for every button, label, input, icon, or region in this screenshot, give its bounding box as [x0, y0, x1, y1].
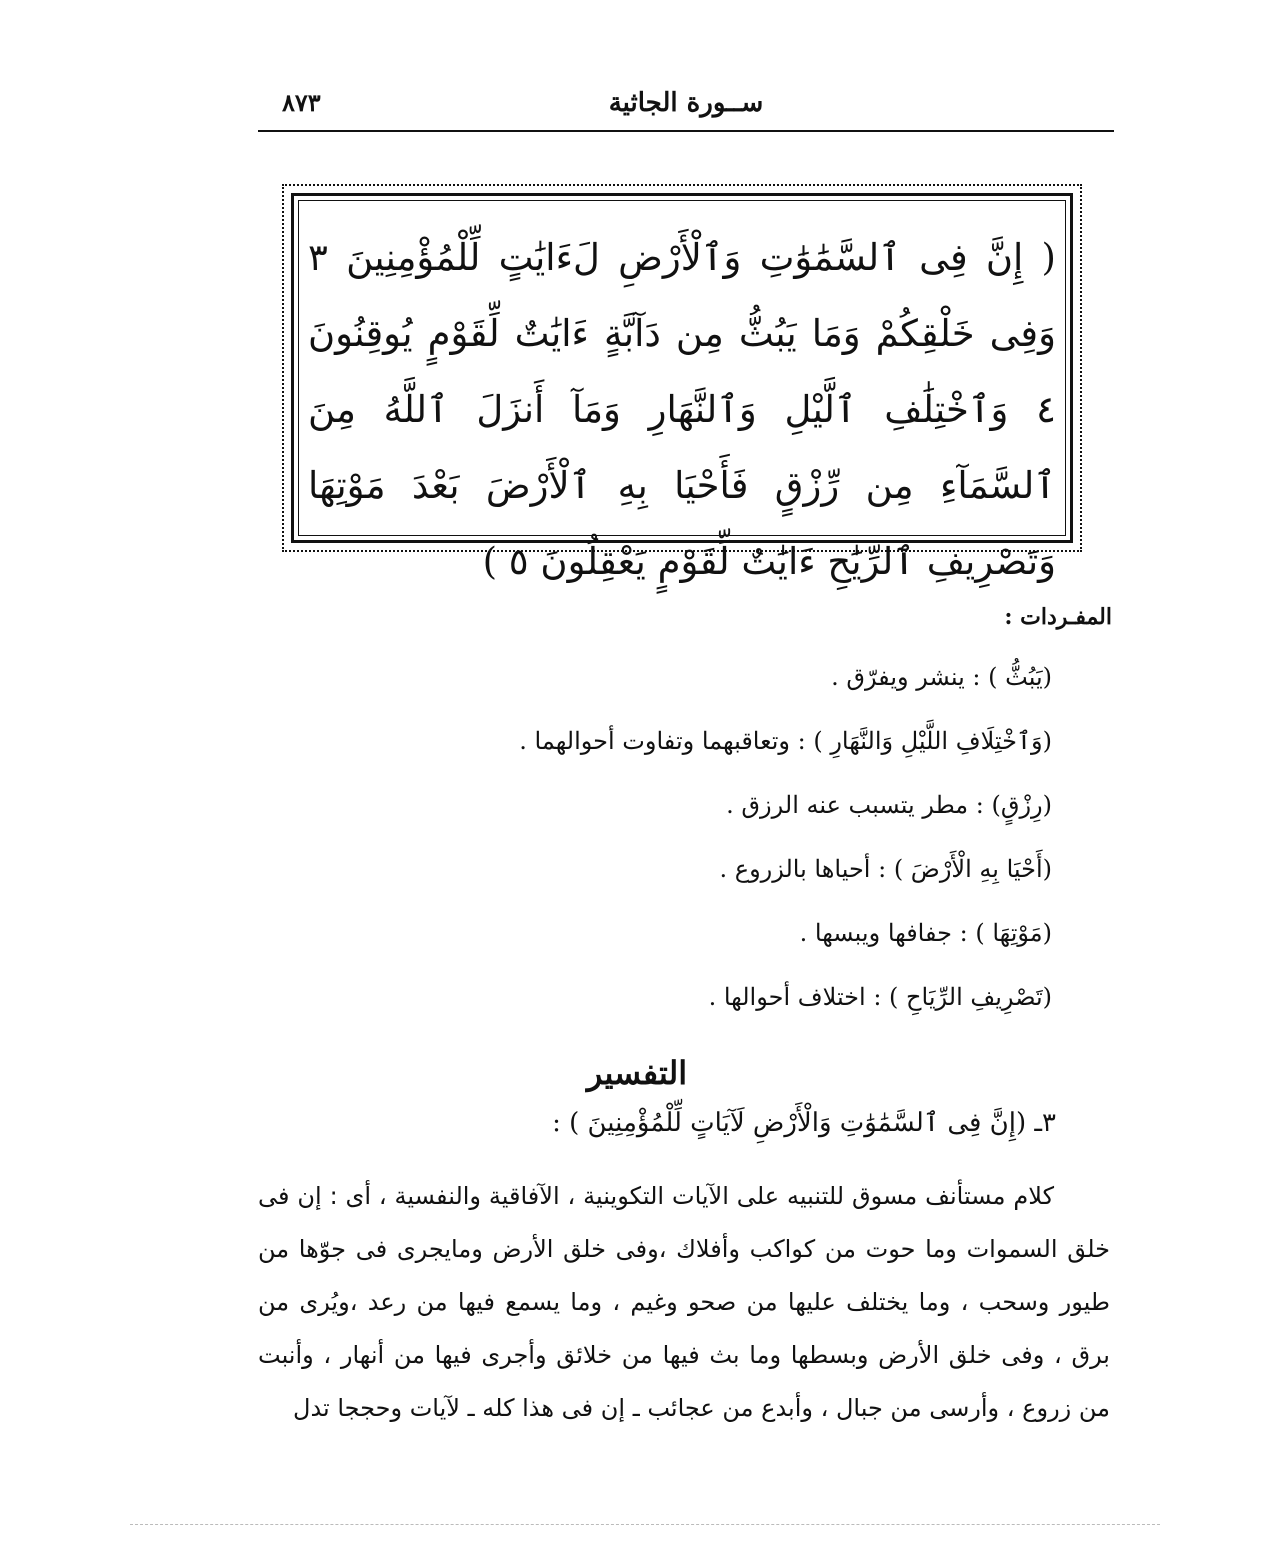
page-number: ٨٧٣ — [282, 88, 321, 117]
vocabulary-term: (وَٱخْتِلَافِ اللَّيْلِ وَالنَّهَارِ ) — [813, 727, 1052, 755]
vocabulary-term: (تَصْرِيفِ الرِّيَاحِ ) — [889, 983, 1052, 1011]
vocabulary-meaning: : ينشر ويفرّق . — [831, 663, 981, 691]
vocabulary-term: (رِزْقٍ) — [991, 791, 1052, 819]
vocabulary-meaning: : اختلاف أحوالها . — [708, 983, 882, 1011]
vocabulary-item — [300, 842, 1052, 906]
vocabulary-meaning: : أحياها بالزروع . — [719, 855, 887, 883]
vocabulary-term: (أَحْيَا بِهِ الْأَرْضَ ) — [893, 855, 1052, 883]
page-header — [258, 82, 1114, 132]
vocabulary-meaning: : جفافها ويبسها . — [799, 919, 968, 947]
quran-verse-text: ( إِنَّ فِى ٱلسَّمَٰوَٰتِ وَٱلْأَرْضِ لَءَايَٰتٍ لِّلْمُؤْمِنِينَ ٣ وَفِى خَلْقِكُمْ وَمَا يَبُثُّ مِن دَآبَّةٍ ءَايَٰتٌ لِّقَوْمٍ يُوقِنُونَ ٤ وَٱخْتِلَٰفِ ٱلَّيْلِ وَٱلنَّهَارِ وَمَآ أَنزَلَ ٱللَّهُ مِنَ ٱلسَّمَآءِ مِن رِّزْقٍ فَأَحْيَا بِهِ ٱلْأَرْضَ بَعْدَ مَوْتِهَا وَتَصْرِيفِ ٱلرِّيَٰحِ ءَايَٰتٌ لِّقَوْمٍ يَعْقِلُونَ ٥ ) — [308, 236, 1056, 583]
tafsir-heading: التفسير — [586, 1054, 688, 1092]
vocabulary-item — [300, 650, 1052, 714]
tafsir-commentary: كلام مستأنف مسوق للتنبيه على الآيات التكوينية ، الآفاقية والنفسية ، أى : إن فى خلق السموات وما حوت من كواكب وأفلاك ،وفى خلق الأرض ومايجرى فى جوّها من طيور وسحب ، وما يختلف عليها من صحو وغيم ، وما يسمع فيها من رعد ،ويُرى من برق ، وفى خلق الأرض وبسطها وما بث فيها من خلائق وأجرى فيها من أنهار ، وأنبت من زروع ، وأرسى من جبال ، وأبدع من عجائب ـ إن فى هذا كله ـ لآيات وحججا تدل — [258, 1182, 1110, 1422]
vocabulary-heading: المفـردات : — [1004, 604, 1112, 630]
vocabulary-item — [300, 906, 1052, 970]
tafsir-verse-reference: ٣ـ (إِنَّ فِى ٱلسَّمَٰوَٰتِ وَالْأَرْضِ لَآيَاتٍ لِّلْمُؤْمِنِينَ ) : — [552, 1108, 1056, 1138]
vocabulary-term: (مَوْتِهَا ) — [975, 919, 1052, 947]
vocabulary-item — [300, 778, 1052, 842]
surah-title: ســورة الجاثية — [608, 88, 764, 118]
vocabulary-meaning: : مطر يتسبب عنه الرزق . — [726, 791, 984, 819]
verse-frame — [282, 184, 1082, 583]
page-bottom-divider — [130, 1524, 1160, 1525]
vocabulary-item — [300, 714, 1052, 778]
vocabulary-list — [300, 650, 1052, 1034]
vocabulary-meaning: : وتعاقبهما وتفاوت أحوالهما . — [519, 727, 806, 755]
vocabulary-term: (يَبُثُّ ) — [988, 663, 1052, 691]
vocabulary-item — [300, 970, 1052, 1034]
